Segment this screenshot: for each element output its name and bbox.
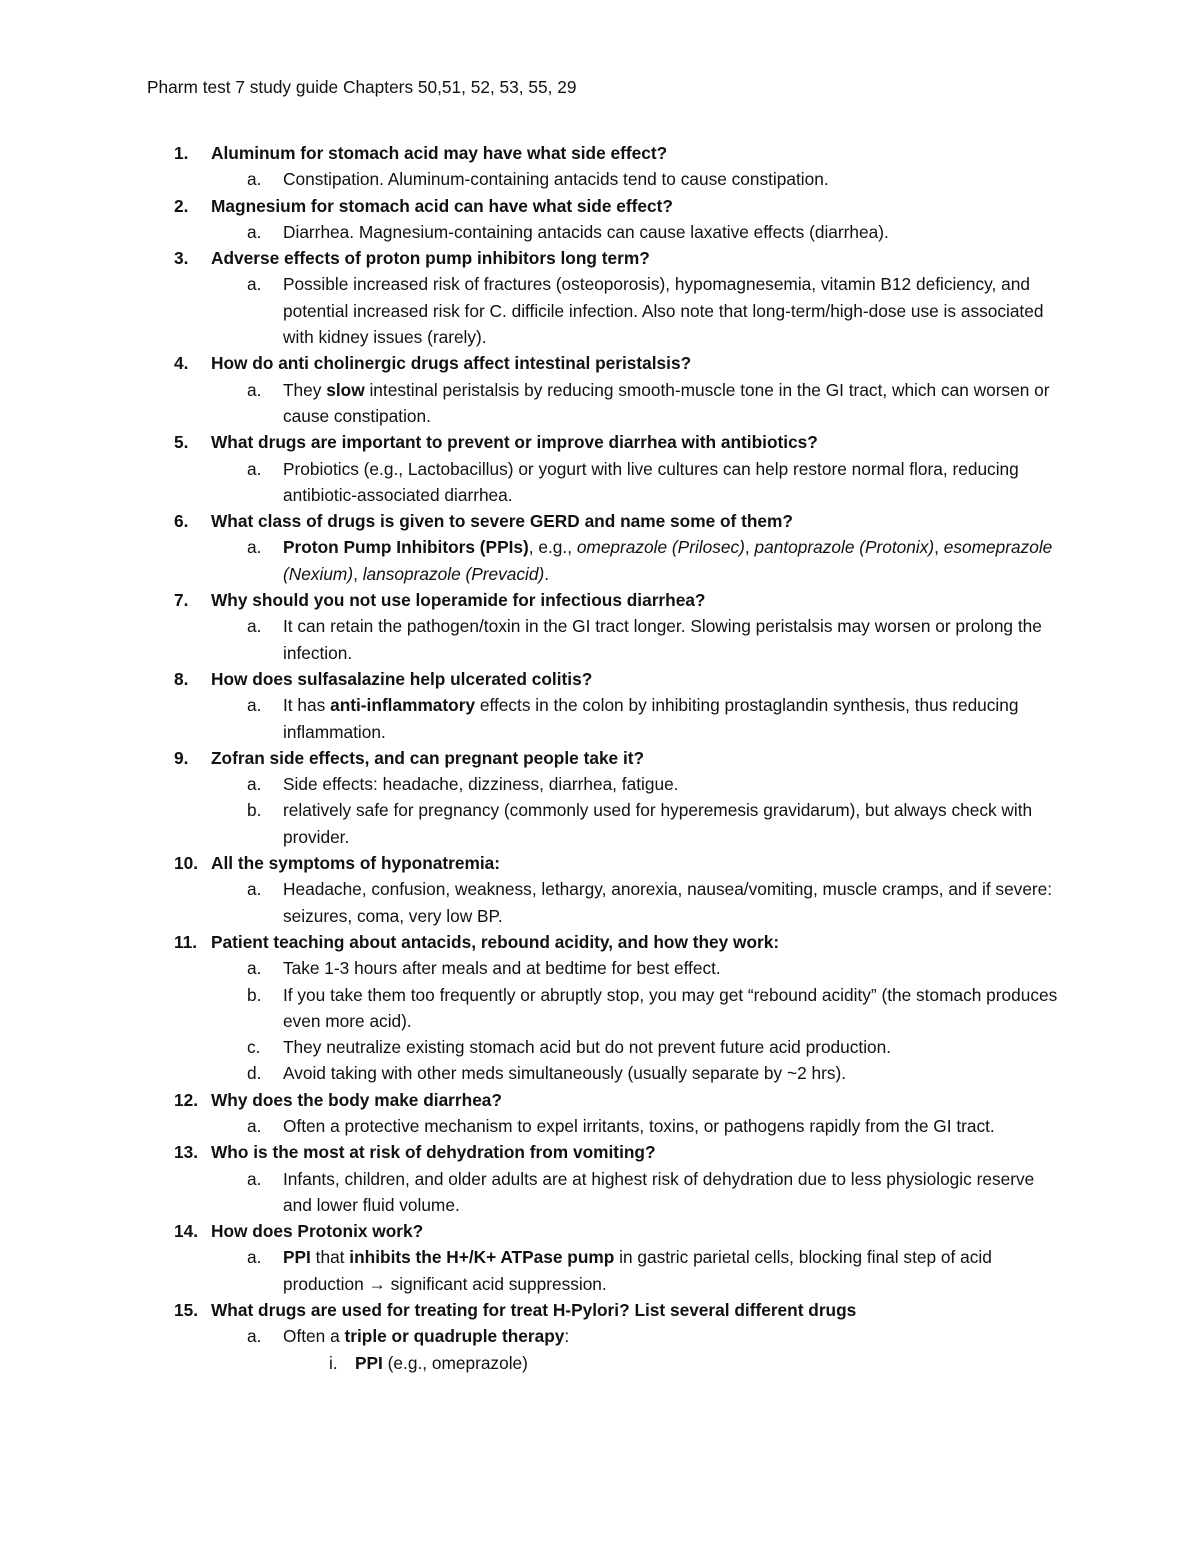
text-run: Avoid taking with other meds simultaneously (usually separate by ~2 hrs). xyxy=(283,1063,847,1084)
question-item xyxy=(147,587,1067,666)
question-item xyxy=(147,350,1067,429)
question-item xyxy=(147,245,1067,350)
answer-marker: a. xyxy=(247,458,262,479)
text-run: It has xyxy=(283,695,331,716)
answer-text xyxy=(283,1037,891,1057)
question-item xyxy=(147,666,1067,745)
answer-marker: a. xyxy=(247,274,262,295)
answer-list xyxy=(211,692,1067,745)
answer-text xyxy=(283,879,1052,925)
answer-item xyxy=(211,771,1067,797)
answer-marker: a. xyxy=(247,379,262,400)
text-run: esomeprazole (Nexium) xyxy=(283,537,1053,584)
answer-text xyxy=(283,958,721,978)
answer-marker: b. xyxy=(247,800,262,821)
text-run: inhibits the H+/K+ ATPase pump xyxy=(349,1247,615,1268)
sub-answer-text xyxy=(355,1353,528,1373)
answer-text xyxy=(283,537,1052,583)
answer-marker: a. xyxy=(247,616,262,637)
sub-answer-list xyxy=(283,1350,1067,1376)
question-item xyxy=(147,140,1067,193)
question-number: 12. xyxy=(174,1089,199,1110)
question-text: Aluminum for stomach acid may have what side effect? xyxy=(211,143,668,163)
answer-text xyxy=(283,459,1019,505)
question-text: Why should you not use loperamide for infectious diarrhea? xyxy=(211,590,706,611)
answer-item xyxy=(211,1113,1067,1139)
text-run: Probiotics (e.g., Lactobacillus) or yogurt with live cultures can help restore normal flora, reducing antibiotic-associated diarrhea. xyxy=(283,458,1019,505)
answer-item xyxy=(211,1166,1067,1219)
question-text: How does sulfasalazine help ulcerated colitis? xyxy=(211,668,593,689)
answer-text xyxy=(283,1247,992,1293)
text-run: PPI xyxy=(283,1247,311,1268)
answer-list xyxy=(211,955,1067,1086)
question-text: Patient teaching about antacids, rebound acidity, and how they work: xyxy=(211,931,780,952)
text-run: They neutralize existing stomach acid but do not prevent future acid production. xyxy=(283,1037,892,1058)
answer-marker: a. xyxy=(247,879,262,900)
text-run: , e.g., xyxy=(528,537,577,558)
text-run: Possible increased risk of fractures (osteoporosis), hypomagnesemia, vitamin B12 deficiency, and potential increased risk for C. difficile infection. Also note that long-term/high-dose use is associated with kidney issues (rarely). xyxy=(283,274,1044,348)
answer-list xyxy=(211,876,1067,929)
question-list xyxy=(147,140,1067,1376)
question-text: Adverse effects of proton pump inhibitors long term? xyxy=(211,248,650,269)
text-run: Proton Pump Inhibitors (PPIs) xyxy=(283,537,529,558)
answer-marker: a. xyxy=(247,221,262,242)
question-number: 15. xyxy=(174,1300,199,1321)
text-run: triple or quadruple therapy xyxy=(344,1326,565,1347)
answer-item xyxy=(211,1323,1067,1376)
question-number: 8. xyxy=(174,668,189,689)
answer-marker: a. xyxy=(247,537,262,558)
page-title: Pharm test 7 study guide Chapters 50,51, 52, 53, 55, 29 xyxy=(147,77,577,97)
answer-item xyxy=(211,166,1067,192)
question-item xyxy=(147,508,1067,587)
text-run: effects in the colon by inhibiting prostaglandin synthesis, thus reducing inflammation. xyxy=(283,695,1019,742)
question-item xyxy=(147,1087,1067,1140)
answer-marker: a. xyxy=(247,169,262,190)
text-run: relatively safe for pregnancy (commonly used for hyperemesis gravidarum), but always check with provider. xyxy=(283,800,1033,847)
text-run: PPI xyxy=(355,1352,383,1373)
text-run: . xyxy=(544,563,550,584)
answer-text xyxy=(283,616,1042,662)
answer-item xyxy=(211,876,1067,929)
answer-list xyxy=(211,1166,1067,1219)
text-run: in gastric parietal cells, blocking final step of acid production → significant acid suppression. xyxy=(283,1247,992,1294)
answer-list xyxy=(211,771,1067,850)
text-run: lansoprazole (Prevacid) xyxy=(362,563,545,584)
text-run: Headache, confusion, weakness, lethargy, anorexia, nausea/vomiting, muscle cramps, and if severe: seizures, coma, very low BP. xyxy=(283,879,1053,926)
answer-list xyxy=(211,166,1067,192)
question-text: Why does the body make diarrhea? xyxy=(211,1089,502,1110)
text-run: (e.g., omeprazole) xyxy=(382,1352,528,1373)
answer-item xyxy=(211,1060,1067,1086)
answer-marker: a. xyxy=(247,958,262,979)
text-run: , xyxy=(744,537,755,558)
answer-marker: b. xyxy=(247,984,262,1005)
question-item xyxy=(147,193,1067,246)
answer-marker: a. xyxy=(247,1115,262,1136)
answer-list xyxy=(211,1323,1067,1376)
answer-item xyxy=(211,377,1067,430)
answer-item xyxy=(211,534,1067,587)
answer-text xyxy=(283,1326,569,1346)
answer-marker: a. xyxy=(247,695,262,716)
answer-item xyxy=(211,692,1067,745)
answer-text xyxy=(283,985,1057,1031)
question-number: 14. xyxy=(174,1221,199,1242)
question-text: Magnesium for stomach acid can have what side effect? xyxy=(211,195,673,216)
answer-text xyxy=(283,274,1043,347)
question-number: 4. xyxy=(174,353,189,374)
answer-marker: a. xyxy=(247,1326,262,1347)
answer-text xyxy=(283,1116,995,1136)
text-run: Infants, children, and older adults are at highest risk of dehydration due to less physiologic reserve and lower fluid volume. xyxy=(283,1168,1035,1215)
text-run: Often a protective mechanism to expel irritants, toxins, or pathogens rapidly from the GI tract. xyxy=(283,1115,995,1136)
text-run: Diarrhea. Magnesium-containing antacids can cause laxative effects (diarrhea). xyxy=(283,221,889,242)
answer-list xyxy=(211,377,1067,430)
answer-item xyxy=(211,271,1067,350)
question-item xyxy=(147,929,1067,1087)
question-number: 2. xyxy=(174,195,189,216)
answer-item xyxy=(211,982,1067,1035)
answer-item xyxy=(211,219,1067,245)
answer-list xyxy=(211,1113,1067,1139)
text-run: anti-inflammatory xyxy=(330,695,476,716)
text-run: They xyxy=(283,379,327,400)
text-run: pantoprazole (Protonix) xyxy=(754,537,935,558)
question-item xyxy=(147,850,1067,929)
answer-item xyxy=(211,955,1067,981)
text-run: , xyxy=(353,563,363,584)
answer-list xyxy=(211,219,1067,245)
question-number: 5. xyxy=(174,432,189,453)
question-number: 7. xyxy=(174,590,189,611)
text-run: that xyxy=(310,1247,350,1268)
question-text: Who is the most at risk of dehydration from vomiting? xyxy=(211,1142,656,1163)
answer-text xyxy=(283,695,1019,741)
answer-item xyxy=(211,1244,1067,1297)
question-item xyxy=(147,429,1067,508)
question-number: 13. xyxy=(174,1142,199,1163)
question-text: What class of drugs is given to severe GERD and name some of them? xyxy=(211,511,793,532)
question-number: 9. xyxy=(174,747,189,768)
answer-marker: a. xyxy=(247,1247,262,1268)
answer-list xyxy=(211,1244,1067,1297)
answer-marker: a. xyxy=(247,1168,262,1189)
answer-item xyxy=(211,797,1067,850)
text-run: omeprazole (Prilosec) xyxy=(576,537,745,558)
text-run: Take 1-3 hours after meals and at bedtime for best effect. xyxy=(283,958,721,979)
question-text: What drugs are important to prevent or improve diarrhea with antibiotics? xyxy=(211,432,818,453)
text-run: If you take them too frequently or abruptly stop, you may get “rebound acidity” (the stomach produces even more acid). xyxy=(283,984,1058,1031)
answer-text xyxy=(283,800,1032,846)
answer-text xyxy=(283,169,829,189)
sub-answer-marker: i. xyxy=(329,1352,338,1373)
answer-list xyxy=(211,613,1067,666)
text-run: slow xyxy=(326,379,365,400)
question-text: Zofran side effects, and can pregnant people take it? xyxy=(211,747,645,768)
answer-list xyxy=(211,271,1067,350)
answer-item xyxy=(211,613,1067,666)
question-number: 6. xyxy=(174,511,189,532)
answer-item xyxy=(211,456,1067,509)
answer-marker: d. xyxy=(247,1063,262,1084)
text-run: Often a xyxy=(283,1326,345,1347)
question-number: 11. xyxy=(174,931,198,952)
question-item xyxy=(147,1218,1067,1297)
question-item xyxy=(147,745,1067,850)
text-run: Constipation. Aluminum-containing antacids tend to cause constipation. xyxy=(283,169,829,190)
text-run: : xyxy=(564,1326,570,1347)
answer-text xyxy=(283,380,1050,426)
answer-list xyxy=(211,456,1067,509)
question-item xyxy=(147,1297,1067,1376)
question-item xyxy=(147,1139,1067,1218)
text-run: , xyxy=(934,537,944,558)
answer-marker: a. xyxy=(247,774,262,795)
answer-marker: c. xyxy=(247,1037,261,1058)
question-text: How do anti cholinergic drugs affect intestinal peristalsis? xyxy=(211,353,692,374)
answer-text xyxy=(283,774,678,794)
question-text: How does Protonix work? xyxy=(211,1221,424,1242)
question-number: 3. xyxy=(174,248,189,269)
text-run: intestinal peristalsis by reducing smooth-muscle tone in the GI tract, which can worsen or cause constipation. xyxy=(283,379,1050,426)
sub-answer-item xyxy=(283,1350,1067,1376)
answer-item xyxy=(211,1034,1067,1060)
text-run: Side effects: headache, dizziness, diarrhea, fatigue. xyxy=(283,774,679,795)
answer-text xyxy=(283,222,889,242)
answer-text xyxy=(283,1063,846,1083)
text-run: It can retain the pathogen/toxin in the GI tract longer. Slowing peristalsis may worsen or prolong the infection. xyxy=(283,616,1042,663)
question-text: All the symptoms of hyponatremia: xyxy=(211,853,501,874)
question-number: 1. xyxy=(174,143,189,163)
question-number: 10. xyxy=(174,853,199,874)
answer-list xyxy=(211,534,1067,587)
question-text: What drugs are used for treating for treat H-Pylori? List several different drugs xyxy=(211,1300,857,1321)
answer-text xyxy=(283,1169,1034,1215)
